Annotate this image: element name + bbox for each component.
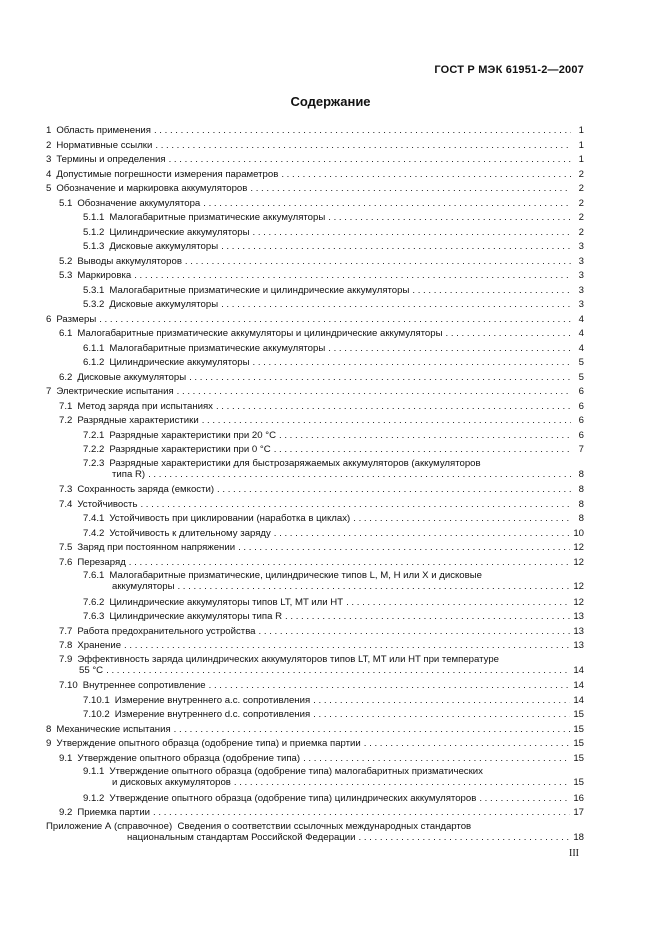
toc-leader-dots — [346, 596, 570, 611]
table-of-contents — [46, 124, 584, 843]
toc-entry-page: 5 — [578, 371, 584, 383]
toc-entry-number: 9.1 — [59, 752, 73, 764]
page-number: III — [569, 848, 579, 859]
toc-entry-page: 17 — [573, 807, 584, 818]
toc-entry-number: 7.2.1 — [83, 429, 105, 441]
toc-entry-page: 13 — [573, 625, 584, 637]
toc-entry-number: 7.10 — [59, 680, 78, 691]
toc-entry[interactable] — [46, 752, 584, 767]
toc-entry[interactable] — [46, 610, 584, 625]
toc-entry-page: 6 — [578, 429, 584, 441]
toc-entry-number: 3 — [46, 154, 52, 165]
toc-leader-dots — [313, 708, 570, 723]
toc-entry-page: 15 — [573, 709, 584, 720]
toc-entry-number: 5.1.3 — [83, 241, 105, 252]
toc-entry-page: 2 — [578, 168, 584, 180]
toc-entry[interactable] — [46, 385, 584, 400]
toc-entry-title: Внутреннее сопротивление — [82, 680, 206, 691]
toc-entry-title: Электрические испытания — [56, 386, 174, 397]
toc-entry-title: Обозначение и маркировка аккумуляторов — [56, 183, 248, 194]
toc-entry[interactable] — [46, 527, 584, 542]
toc-entry-title-continued: аккумуляторы — [112, 581, 175, 592]
toc-entry-page: 10 — [573, 527, 584, 539]
toc-entry-title: Малогабаритные призматические аккумуляторы — [109, 212, 326, 223]
toc-entry[interactable] — [46, 139, 584, 154]
toc-leader-dots — [221, 298, 571, 313]
toc-entry-page: 15 — [573, 723, 584, 735]
toc-entry-page: 13 — [573, 611, 584, 622]
toc-entry[interactable] — [46, 342, 584, 357]
toc-entry-title: Устойчивость — [77, 498, 138, 510]
toc-entry-page: 1 — [578, 125, 584, 136]
toc-entry-title: Дисковые аккумуляторы — [109, 241, 219, 252]
toc-entry-number: 6.1.1 — [83, 342, 105, 354]
toc-entry-title: Приемка партии — [77, 807, 151, 818]
toc-leader-dots — [177, 581, 570, 592]
toc-entry[interactable] — [46, 356, 584, 371]
toc-entry[interactable] — [46, 168, 584, 183]
toc-entry-title: Устойчивость к длительному заряду — [109, 527, 271, 539]
toc-leader-dots — [359, 832, 571, 843]
toc-entry[interactable] — [46, 694, 584, 709]
toc-entry-title: Утверждение опытного образца (одобрение типа) и приемка партии — [56, 738, 361, 749]
toc-entry-page: 6 — [578, 386, 584, 397]
toc-leader-dots — [129, 556, 571, 571]
toc-entry-number: 7.2.2 — [83, 444, 105, 455]
toc-entry-title: Маркировка — [77, 270, 132, 281]
toc-entry[interactable] — [46, 371, 584, 386]
toc-leader-dots — [250, 182, 571, 197]
toc-entry-page: 12 — [573, 581, 584, 592]
toc-entry-title: Разрядные характеристики при 20 °С — [109, 429, 277, 441]
toc-entry-number: 2 — [46, 139, 52, 151]
toc-entry-page: 16 — [573, 792, 584, 804]
toc-entry-page: 8 — [578, 484, 584, 495]
toc-leader-dots — [106, 665, 570, 676]
toc-entry-page: 12 — [573, 596, 584, 608]
toc-entry-page: 14 — [573, 680, 584, 691]
toc-entry-number: 1 — [46, 125, 52, 136]
toc-entry-title: Утверждение опытного образца (одобрение типа) — [77, 752, 301, 764]
toc-entry-title: Малогабаритные призматические аккумуляторы — [109, 342, 326, 354]
toc-entry-title: Область применения — [56, 125, 151, 136]
toc-entry-number: 8 — [46, 723, 52, 735]
toc-entry-title: Обозначение аккумулятора — [77, 197, 201, 209]
toc-entry-page: 6 — [578, 400, 584, 412]
toc-entry-title: Нормативные ссылки — [56, 139, 153, 151]
toc-entry-title: Заряд при постоянном напряжении — [77, 542, 236, 553]
toc-entry[interactable] — [46, 298, 584, 313]
toc-entry-page: 3 — [578, 270, 584, 281]
toc-entry-page: 4 — [578, 313, 584, 325]
toc-entry-number: 7.6.3 — [83, 611, 105, 622]
toc-entry-title: Сохранность заряда (емкости) — [77, 484, 215, 495]
toc-entry[interactable] — [46, 400, 584, 415]
toc-entry-page: 2 — [578, 183, 584, 194]
toc-leader-dots — [216, 400, 571, 415]
toc-entry-number: 7.2.3 — [83, 457, 105, 469]
toc-entry-page: 1 — [578, 139, 584, 151]
toc-leader-dots — [221, 240, 571, 255]
toc-entry-number: 7.5 — [59, 542, 73, 553]
toc-entry-page: 2 — [578, 197, 584, 209]
toc-leader-dots — [153, 806, 570, 821]
toc-entry-title: Измерение внутреннего d.c. сопротивления — [114, 709, 311, 720]
toc-entry[interactable] — [46, 498, 584, 513]
toc-entry-page: 8 — [578, 498, 584, 510]
toc-leader-dots — [364, 737, 571, 752]
toc-entry[interactable] — [46, 211, 584, 226]
toc-entry-title: Разрядные характеристики при 0 °С — [109, 444, 271, 455]
toc-entry[interactable] — [46, 806, 584, 821]
page-title: Содержание — [290, 94, 371, 109]
toc-entry-number: 7.4.1 — [83, 513, 105, 524]
toc-leader-dots — [238, 541, 570, 556]
toc-entry[interactable] — [46, 512, 584, 527]
toc-entry[interactable] — [46, 737, 584, 752]
toc-entry[interactable] — [46, 625, 584, 640]
toc-entry-number: 7.8 — [59, 640, 73, 651]
toc-entry-number: 9.1.2 — [83, 792, 105, 804]
toc-entry-number: 9.2 — [59, 807, 73, 818]
toc-entry-title-continued: и дисковых аккумуляторов — [112, 777, 231, 788]
toc-entry-number: 7.10.1 — [83, 694, 110, 706]
toc-entry-title: Цилиндрические аккумуляторы типов LT, MT или HT — [109, 596, 344, 608]
toc-leader-dots — [189, 371, 571, 386]
toc-entry-page: 3 — [578, 299, 584, 310]
toc-entry[interactable] — [46, 792, 584, 807]
toc-entry[interactable] — [46, 414, 584, 429]
toc-entry-title: Выводы аккумуляторов — [77, 255, 182, 267]
toc-entry[interactable] — [46, 269, 584, 284]
toc-entry-number: 7.6.1 — [83, 570, 105, 581]
toc-entry[interactable] — [46, 197, 584, 212]
toc-entry-page: 8 — [578, 468, 584, 480]
toc-leader-dots — [202, 414, 571, 429]
toc-entry-number: 7.10.2 — [83, 709, 110, 720]
toc-entry-page: 12 — [573, 556, 584, 568]
toc-leader-dots — [203, 197, 571, 212]
toc-entry-title: Дисковые аккумуляторы — [109, 299, 219, 310]
toc-entry-number: 5.1.1 — [83, 212, 105, 223]
toc-entry[interactable] — [46, 429, 584, 444]
toc-leader-dots — [279, 429, 571, 444]
toc-leader-dots — [281, 168, 571, 183]
toc-entry-title: Цилиндрические аккумуляторы — [109, 226, 250, 238]
toc-entry[interactable] — [46, 255, 584, 270]
toc-entry-number: 7 — [46, 386, 52, 397]
toc-entry-page: 6 — [578, 415, 584, 426]
toc-leader-dots — [253, 356, 572, 371]
toc-entry-number: 5.3.2 — [83, 299, 105, 310]
toc-leader-dots — [274, 527, 571, 542]
toc-entry-page: 2 — [578, 212, 584, 223]
toc-leader-dots — [313, 694, 570, 709]
toc-leader-dots — [174, 723, 571, 738]
toc-entry[interactable] — [46, 556, 584, 571]
toc-entry-page: 2 — [578, 226, 584, 238]
toc-entry[interactable] — [46, 443, 584, 458]
toc-entry-page: 4 — [578, 328, 584, 339]
toc-entry[interactable] — [46, 182, 584, 197]
toc-entry-page: 8 — [578, 513, 584, 524]
toc-leader-dots — [99, 313, 571, 328]
toc-entry-title: Дисковые аккумуляторы — [77, 371, 187, 383]
toc-entry-title: Эффективность заряда цилиндрических аккумуляторов типов LT, MT или HT при температуре — [77, 653, 500, 665]
toc-entry-title-continued: типа R) — [112, 468, 146, 480]
toc-entry-title: Термины и определения — [56, 154, 166, 165]
appendix-prefix: Приложение А (справочное) — [46, 820, 173, 832]
toc-entry-title: Перезаряд — [77, 556, 126, 568]
toc-entry-title: Механические испытания — [56, 723, 171, 735]
toc-entry[interactable] — [46, 723, 584, 738]
toc-leader-dots — [259, 625, 571, 640]
toc-leader-dots — [446, 327, 572, 342]
toc-entry-number: 7.3 — [59, 484, 73, 495]
toc-entry[interactable] — [46, 570, 584, 592]
toc-entry[interactable] — [46, 654, 584, 676]
toc-entry-page: 3 — [578, 241, 584, 252]
toc-leader-dots — [134, 269, 571, 284]
toc-entry[interactable] — [46, 708, 584, 723]
document-header: ГОСТ Р МЭК 61951-2—2007 — [434, 64, 584, 76]
toc-entry-page: 3 — [578, 284, 584, 296]
toc-entry-number: 5.2 — [59, 255, 73, 267]
toc-entry-title: Допустимые погрешности измерения параметров — [56, 168, 279, 180]
toc-entry-number: 7.6.2 — [83, 596, 105, 608]
toc-leader-dots — [154, 124, 571, 139]
toc-leader-dots — [274, 443, 571, 458]
appendix-page: 18 — [573, 831, 584, 843]
toc-entry-number: 6.1 — [59, 328, 73, 339]
toc-entry[interactable] — [46, 327, 584, 342]
toc-leader-dots — [155, 139, 571, 154]
toc-entry-number: 6.1.2 — [83, 357, 105, 368]
toc-entry-number: 6.2 — [59, 371, 73, 383]
toc-entry-page: 13 — [573, 640, 584, 651]
toc-entry-title: Малогабаритные призматические аккумуляторы и цилиндрические аккумуляторы — [77, 328, 443, 339]
toc-entry-number: 7.2 — [59, 415, 73, 426]
toc-entry-title: Работа предохранительного устройства — [77, 625, 256, 637]
toc-entry-number: 9 — [46, 738, 52, 749]
toc-entry-page: 15 — [573, 777, 584, 788]
toc-entry-title: Разрядные характеристики для быстрозаряжаемых аккумуляторов (аккумуляторов — [109, 457, 481, 469]
toc-leader-dots — [124, 639, 570, 654]
appendix-title: Сведения о соответствии ссылочных международных стандартов — [177, 820, 472, 832]
toc-entry-page: 15 — [573, 738, 584, 749]
toc-entry-title: Утверждение опытного образца (одобрение типа) малогабаритных призматических — [109, 766, 483, 777]
toc-leader-dots — [209, 679, 571, 694]
toc-entry-title: Разрядные характеристики — [77, 415, 199, 426]
toc-entry[interactable] — [46, 240, 584, 255]
toc-entry-number: 5.1.2 — [83, 226, 105, 238]
toc-entry-page: 14 — [573, 664, 584, 676]
toc-leader-dots — [412, 284, 571, 299]
toc-entry-number: 9.1.1 — [83, 766, 105, 777]
toc-entry-page: 3 — [578, 255, 584, 267]
toc-entry[interactable] — [46, 639, 584, 654]
toc-entry-page: 15 — [573, 752, 584, 764]
toc-leader-dots — [177, 385, 571, 400]
toc-entry-title: Малогабаритные призматические и цилиндрические аккумуляторы — [109, 284, 410, 296]
toc-entry-title: Цилиндрические аккумуляторы — [109, 357, 250, 368]
toc-entry[interactable] — [46, 124, 584, 139]
toc-entry-title: Метод заряда при испытаниях — [77, 400, 213, 412]
toc-entry-page: 5 — [578, 357, 584, 368]
toc-entry-number: 5.3 — [59, 270, 73, 281]
toc-entry[interactable] — [46, 679, 584, 694]
toc-leader-dots — [353, 512, 571, 527]
toc-leader-dots — [285, 610, 570, 625]
toc-entry-number: 5.1 — [59, 197, 73, 209]
toc-entry[interactable] — [46, 766, 584, 788]
toc-entry-page: 12 — [573, 542, 584, 553]
toc-leader-dots — [328, 211, 571, 226]
toc-entry-number: 5.3.1 — [83, 284, 105, 296]
toc-entry[interactable] — [46, 153, 584, 168]
toc-entry-number: 7.7 — [59, 625, 73, 637]
toc-entry-page: 7 — [578, 444, 584, 455]
toc-entry-number: 7.1 — [59, 400, 73, 412]
toc-entry-title: Измерение внутреннего a.c. сопротивления — [114, 694, 311, 706]
toc-entry-title: Утверждение опытного образца (одобрение типа) цилиндрических аккумуляторов — [109, 792, 477, 804]
toc-entry[interactable] — [46, 483, 584, 498]
toc-leader-dots — [140, 498, 571, 513]
toc-entry-title: Устойчивость при циклировании (наработка в циклах) — [109, 513, 351, 524]
toc-leader-dots — [479, 792, 570, 807]
toc-entry[interactable] — [46, 284, 584, 299]
toc-leader-dots — [169, 153, 571, 168]
toc-entry[interactable] — [46, 458, 584, 480]
toc-entry-number: 7.4.2 — [83, 527, 105, 539]
toc-leader-dots — [328, 342, 571, 357]
toc-entry-number: 6 — [46, 313, 52, 325]
toc-appendix-entry[interactable] — [46, 821, 584, 843]
toc-entry-number: 5 — [46, 183, 52, 194]
toc-entry-number: 7.6 — [59, 556, 73, 568]
toc-entry-title: Хранение — [77, 640, 122, 651]
toc-leader-dots — [234, 777, 570, 788]
toc-entry-page: 1 — [578, 154, 584, 165]
toc-entry-number: 7.9 — [59, 653, 73, 665]
toc-leader-dots — [217, 483, 571, 498]
toc-entry-title: Цилиндрические аккумуляторы типа R — [109, 611, 283, 622]
toc-entry[interactable] — [46, 226, 584, 241]
toc-entry[interactable] — [46, 541, 584, 556]
toc-entry-title-continued: 55 °С — [79, 664, 104, 676]
toc-entry[interactable] — [46, 596, 584, 611]
toc-entry[interactable] — [46, 313, 584, 328]
toc-leader-dots — [253, 226, 572, 241]
toc-entry-title: Размеры — [56, 313, 97, 325]
toc-entry-page: 4 — [578, 342, 584, 354]
toc-entry-page: 14 — [573, 694, 584, 706]
toc-entry-number: 7.4 — [59, 498, 73, 510]
toc-leader-dots — [185, 255, 571, 270]
toc-leader-dots — [148, 469, 571, 480]
toc-entry-title: Малогабаритные призматические, цилиндрические типов L, M, H или X и дисковые — [109, 570, 482, 581]
toc-entry-number: 4 — [46, 168, 52, 180]
appendix-title-continued: национальным стандартам Российской Федерации — [127, 831, 356, 843]
toc-leader-dots — [303, 752, 570, 767]
